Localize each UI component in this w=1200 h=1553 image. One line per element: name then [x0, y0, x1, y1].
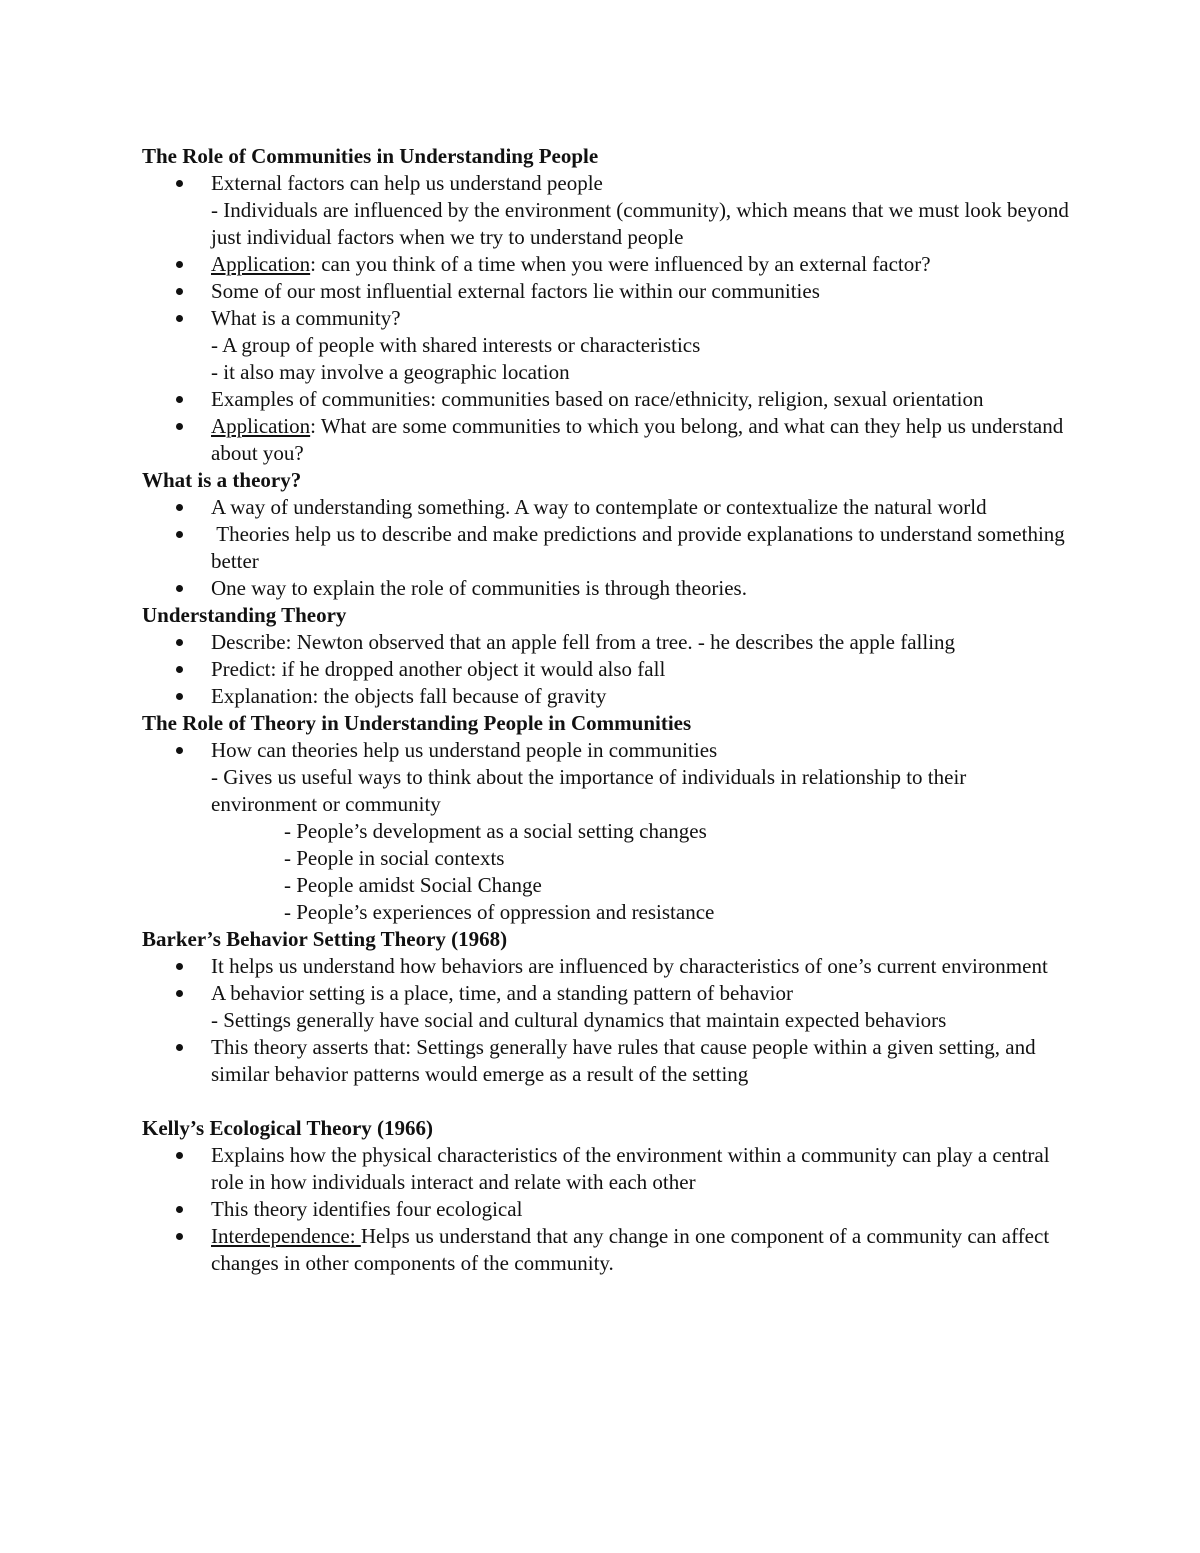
list-item: What is a community? - A group of people with shared interests or characteristics - it also may involve a geographic location: [142, 305, 1072, 386]
list-item: Application: can you think of a time when you were influenced by an external factor?: [142, 251, 1072, 278]
list-item: This theory asserts that: Settings generally have rules that cause people within a given setting, and similar behavior patterns would emerge as a result of the setting: [142, 1034, 1072, 1088]
bullet-list: [142, 953, 1072, 1088]
list-item: Examples of communities: communities based on race/ethnicity, religion, sexual orientation: [142, 386, 1072, 413]
list-item: Theories help us to describe and make predictions and provide explanations to understand something better: [142, 521, 1072, 575]
section-heading: What is a theory?: [142, 468, 302, 492]
list-item: Interdependence: Helps us understand that any change in one component of a community can affect changes in other components of the community.: [142, 1223, 1072, 1277]
sub-point: - Gives us useful ways to think about the importance of individuals in relationship to their environment or community: [211, 765, 967, 816]
list-item: A behavior setting is a place, time, and a standing pattern of behavior - Settings generally have social and cultural dynamics that maintain expected behaviors: [142, 980, 1072, 1034]
list-item: External factors can help us understand people - Individuals are influenced by the environment (community), which means that we must look beyond just individual factors when we try to understand people: [142, 170, 1072, 251]
bullet-list: [142, 1142, 1072, 1277]
nested-sub-point: - People’s experiences of oppression and resistance: [284, 900, 715, 924]
list-item: Some of our most influential external factors lie within our communities: [142, 278, 1072, 305]
list-item: Predict: if he dropped another object it would also fall: [142, 656, 1072, 683]
section-heading: Understanding Theory: [142, 603, 347, 627]
section-heading: Barker’s Behavior Setting Theory (1968): [142, 927, 508, 951]
section-heading: The Role of Communities in Understanding People: [142, 144, 599, 168]
list-item: Explanation: the objects fall because of gravity: [142, 683, 1072, 710]
section-heading: Kelly’s Ecological Theory (1966): [142, 1116, 434, 1140]
section-understanding-theory: [142, 602, 1072, 710]
application-label: Application: [211, 252, 311, 276]
bullet-list: [142, 737, 1072, 926]
sub-point: - Individuals are influenced by the environment (community), which means that we must look beyond just individual factors when we try to understand people: [211, 198, 1069, 249]
list-item: This theory identifies four ecological: [142, 1196, 1072, 1223]
document-body: [142, 143, 1072, 1277]
list-item: One way to explain the role of communities is through theories.: [142, 575, 1072, 602]
bullet-list: [142, 629, 1072, 710]
section-role-of-theory: [142, 710, 1072, 926]
nested-sub-point: - People amidst Social Change: [284, 873, 542, 897]
nested-sub-point: - People in social contexts: [284, 846, 505, 870]
list-item: Application: What are some communities to which you belong, and what can they help us understand about you?: [142, 413, 1072, 467]
section-barkers-theory: [142, 926, 1072, 1088]
bullet-list: [142, 170, 1072, 467]
list-item: A way of understanding something. A way to contemplate or contextualize the natural world: [142, 494, 1072, 521]
application-label: Application: [211, 414, 311, 438]
nested-sub-point: - People’s development as a social setting changes: [284, 819, 707, 843]
interdependence-label: Interdependence:: [211, 1224, 361, 1248]
list-item: It helps us understand how behaviors are influenced by characteristics of one’s current environment: [142, 953, 1072, 980]
section-what-is-a-theory: [142, 467, 1072, 602]
section-role-of-communities: [142, 143, 1072, 467]
list-item: Explains how the physical characteristics of the environment within a community can play a central role in how individuals interact and relate with each other: [142, 1142, 1072, 1196]
sub-point: - it also may involve a geographic location: [211, 360, 570, 384]
section-heading: The Role of Theory in Understanding People in Communities: [142, 711, 692, 735]
sub-point: - A group of people with shared interests or characteristics: [211, 333, 701, 357]
bullet-list: [142, 494, 1072, 602]
sub-point: - Settings generally have social and cultural dynamics that maintain expected behaviors: [211, 1008, 947, 1032]
list-item: How can theories help us understand people in communities - Gives us useful ways to think about the importance of individuals in relationship to their environment or community - People’s development as a social setting changes - People in social contexts - People amidst Social Change - People’s experiences of oppression and resistance: [142, 737, 1072, 926]
list-item: Describe: Newton observed that an apple fell from a tree. - he describes the apple falling: [142, 629, 1072, 656]
section-kellys-theory: [142, 1115, 1072, 1277]
blank-line: [142, 1088, 1072, 1115]
